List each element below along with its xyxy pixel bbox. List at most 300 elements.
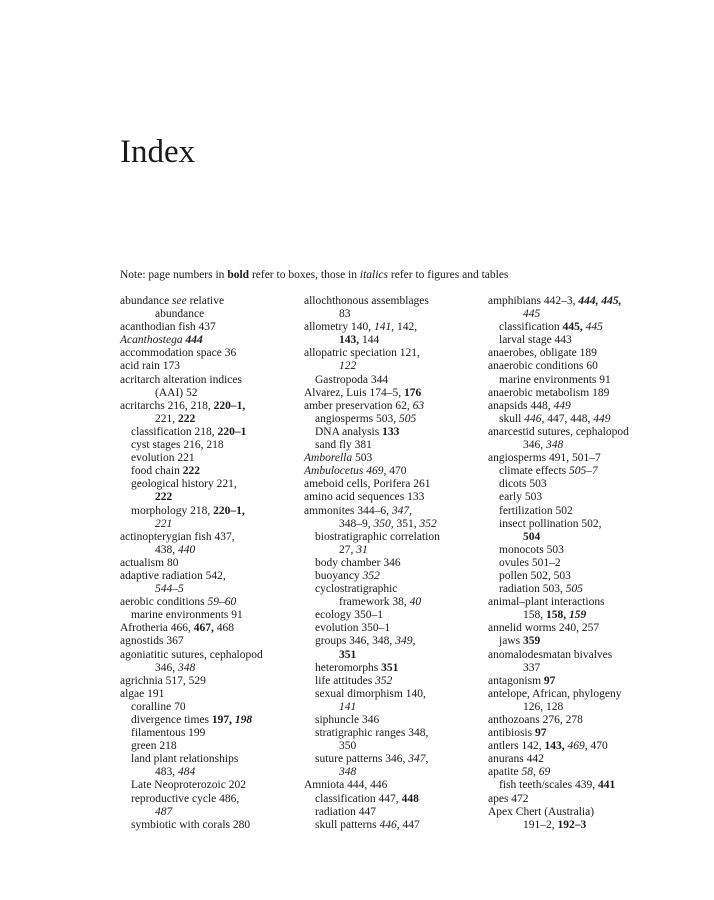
index-entry — [304, 465, 476, 478]
text-segment: 348–9, — [339, 517, 374, 530]
index-continuation — [488, 609, 674, 622]
text-segment: 440 — [178, 543, 196, 556]
text-segment: animal–plant interactions — [488, 596, 605, 609]
text-segment: allometry 140, — [304, 321, 374, 334]
text-segment: 191–2, — [523, 818, 558, 831]
text-segment: skull patterns — [315, 818, 380, 831]
index-subentry — [488, 465, 674, 478]
text-segment: 467, — [193, 622, 214, 635]
index-continuation — [488, 662, 674, 675]
text-segment: 143, — [339, 334, 360, 347]
text-segment: 351 — [339, 648, 357, 661]
index-continuation — [488, 439, 674, 452]
text-segment: body chamber 346 — [315, 556, 401, 569]
index-entry — [304, 321, 476, 334]
text-segment: antelope, African, phylogeny — [488, 687, 622, 700]
page-title: Index — [120, 134, 196, 170]
index-entry — [120, 622, 292, 635]
text-segment: 351 — [381, 661, 399, 674]
index-column-1 — [120, 295, 292, 832]
text-segment: fertilization 502 — [499, 504, 573, 517]
text-segment: antibiosis — [488, 727, 535, 740]
text-segment: agnostids 367 — [120, 635, 184, 648]
index-entry — [120, 635, 292, 648]
text-segment: apes 472 — [488, 792, 529, 805]
text-segment: anaerobic metabolism 189 — [488, 386, 610, 399]
index-entry — [304, 387, 476, 400]
text-segment: coralline 70 — [131, 700, 186, 713]
text-segment: 141 — [339, 700, 357, 713]
text-segment: 350, — [373, 517, 394, 530]
index-continuation — [304, 649, 476, 662]
text-segment: food chain — [131, 465, 183, 478]
text-segment: Ambulocetus — [304, 465, 364, 478]
index-subentry — [120, 819, 292, 832]
index-subentry — [304, 531, 476, 544]
text-segment: 159 — [569, 609, 587, 622]
index-entry — [304, 491, 476, 504]
text-segment: Acanthostega — [120, 334, 183, 347]
text-segment: 158, — [546, 609, 567, 622]
text-segment: adaptive radiation 542, — [120, 569, 226, 582]
index-column-2 — [304, 295, 476, 832]
index-entry — [120, 675, 292, 688]
text-segment: apatite — [488, 766, 522, 779]
text-segment: amber preservation 62, — [304, 399, 413, 412]
text-segment: sexual dimorphism 140, — [315, 687, 426, 700]
text-segment: monocots 503 — [499, 543, 564, 556]
text-segment: divergence times — [131, 714, 212, 726]
index-entry — [120, 649, 292, 662]
index-continuation — [120, 544, 292, 557]
index-subentry — [120, 478, 292, 491]
index-subentry — [304, 806, 476, 819]
text-segment: 468 — [213, 622, 235, 635]
index-entry — [120, 360, 292, 373]
text-segment: ameboid cells, Porifera 261 — [304, 478, 431, 491]
text-segment: 445, — [562, 321, 583, 334]
index-continuation — [120, 806, 292, 819]
text-segment: 544–5 — [155, 583, 184, 596]
text-segment: 126, 128 — [523, 700, 564, 713]
index-entry — [304, 400, 476, 413]
text-segment: amino acid sequences 133 — [304, 491, 425, 504]
text-segment: morphology 218, — [131, 504, 214, 517]
index-continuation — [304, 701, 476, 714]
text-segment: 445 — [585, 321, 603, 334]
index-entry — [120, 374, 292, 387]
text-segment: 469, — [567, 740, 588, 753]
index-subentry — [120, 793, 292, 806]
index-subentry — [304, 426, 476, 439]
index-subentry — [304, 374, 476, 387]
index-entry — [488, 714, 674, 727]
text-segment: 197, — [211, 714, 233, 726]
index-subentry — [304, 413, 476, 426]
text-segment: 348 — [339, 766, 357, 779]
text-segment: reproductive cycle 486, — [131, 792, 240, 805]
text-segment: 141, — [373, 321, 395, 334]
text-segment: accommodation space 36 — [120, 347, 237, 360]
text-segment: 133 — [382, 425, 400, 438]
index-subentry — [304, 688, 476, 701]
text-segment: agrichnia 517, 529 — [120, 674, 206, 687]
index-entry — [120, 531, 292, 544]
text-segment: anaerobic conditions 60 — [488, 360, 598, 373]
text-segment: 27, — [339, 543, 357, 556]
text-segment: 469, — [366, 465, 387, 478]
text-segment: 97 — [543, 674, 556, 687]
index-entry — [488, 347, 674, 360]
text-segment: sand fly 381 — [315, 439, 372, 452]
index-entry — [488, 295, 674, 308]
text-segment: aerobic conditions — [120, 596, 208, 609]
text-segment: 352 — [362, 569, 380, 582]
index-entry — [488, 622, 674, 635]
index-subentry — [304, 583, 476, 596]
index-continuation — [304, 308, 476, 321]
text-segment: abundance — [155, 308, 205, 321]
index-subentry — [120, 740, 292, 753]
text-segment: acanthodian fish 437 — [120, 321, 216, 334]
text-segment: 347, — [391, 504, 412, 517]
text-segment: 484 — [178, 766, 196, 779]
text-segment: 352 — [419, 517, 437, 530]
index-subentry — [304, 439, 476, 452]
text-segment: anomalodesmatan bivalves — [488, 648, 613, 661]
text-segment: 144 — [359, 334, 380, 347]
text-segment: 198 — [234, 714, 253, 726]
text-segment: 192–3 — [557, 818, 587, 831]
text-segment: 487 — [155, 805, 173, 818]
index-entry — [120, 400, 292, 413]
index-subentry — [488, 505, 674, 518]
text-segment: suture patterns 346, — [315, 753, 409, 766]
text-segment: classification 218, — [131, 425, 218, 438]
index-subentry — [120, 714, 292, 727]
text-segment: abundance — [120, 295, 173, 307]
text-segment: life attitudes — [315, 674, 376, 687]
index-subentry — [120, 753, 292, 766]
index-subentry — [120, 452, 292, 465]
index-subentry — [120, 701, 292, 714]
text-segment: 349, — [395, 635, 416, 648]
text-segment: land plant relationships — [131, 753, 239, 766]
index-subentry — [304, 609, 476, 622]
text-segment: 505 — [399, 412, 417, 425]
text-segment: 351, — [393, 517, 420, 530]
text-segment: italics — [359, 269, 389, 281]
index-subentry — [488, 779, 674, 792]
text-segment: 176 — [403, 386, 422, 399]
index-note — [120, 268, 508, 282]
text-segment: 448 — [401, 792, 419, 805]
text-segment: 447, 448, — [544, 412, 594, 425]
text-segment: 346, — [523, 439, 546, 452]
index-subentry — [120, 505, 292, 518]
text-segment: DNA analysis — [315, 425, 383, 438]
text-segment: annelid worms 240, 257 — [488, 622, 600, 635]
index-subentry — [488, 334, 674, 347]
index-subentry — [120, 779, 292, 792]
text-segment: Note: page numbers in — [120, 269, 228, 281]
index-continuation — [120, 662, 292, 675]
text-segment: heteromorphs — [315, 661, 382, 674]
index-continuation — [120, 308, 292, 321]
index-column-3 — [488, 295, 674, 832]
text-segment: jaws — [499, 635, 523, 648]
text-segment: geological history 221, — [131, 478, 237, 491]
text-segment: stratigraphic ranges 348, — [315, 727, 429, 740]
text-segment: 83 — [339, 308, 351, 321]
index-entry — [488, 766, 674, 779]
text-segment: 348 — [546, 439, 564, 452]
index-subentry — [488, 557, 674, 570]
index-subentry — [120, 426, 292, 439]
text-segment: anapsids 448, — [488, 399, 554, 412]
text-segment: early 503 — [499, 491, 543, 504]
index-continuation — [304, 766, 476, 779]
text-segment: 359 — [522, 635, 541, 648]
index-continuation — [488, 308, 674, 321]
index-subentry — [488, 478, 674, 491]
text-segment: agoniatitic sutures, cephalopod — [120, 648, 263, 661]
text-segment: 483, — [155, 766, 178, 779]
text-segment: allopatric speciation 121, — [304, 347, 420, 360]
text-segment: evolution 221 — [131, 452, 195, 465]
text-segment: 222 — [178, 412, 196, 425]
index-subentry — [488, 413, 674, 426]
index-continuation — [304, 596, 476, 609]
text-segment: Apex Chert (Australia) — [488, 805, 595, 818]
index-subentry — [304, 793, 476, 806]
text-segment: 444, 445, — [578, 295, 622, 307]
text-segment: ovules 501–2 — [499, 556, 561, 569]
index-continuation — [488, 701, 674, 714]
text-segment: Afrotheria 466, — [120, 622, 194, 635]
text-segment: relative — [186, 295, 225, 307]
text-segment: 220–1, — [213, 399, 246, 412]
index-entry — [304, 347, 476, 360]
index-subentry — [304, 714, 476, 727]
text-segment: bold — [227, 269, 250, 281]
text-segment: green 218 — [131, 740, 177, 753]
index-entry — [488, 387, 674, 400]
index-continuation — [488, 819, 674, 832]
index-entry — [488, 740, 674, 753]
index-subentry — [304, 662, 476, 675]
text-segment: 143, — [544, 740, 565, 753]
text-segment: 222 — [182, 465, 200, 478]
text-segment: 447 — [399, 818, 420, 831]
index-subentry — [488, 491, 674, 504]
index-entry — [120, 295, 292, 308]
text-segment: radiation 503, — [499, 583, 566, 596]
text-segment: 220–1 — [217, 425, 247, 438]
text-segment: 441 — [598, 779, 616, 792]
text-segment: symbiotic with corals 280 — [131, 818, 251, 831]
text-segment: siphuncle 346 — [315, 714, 380, 726]
text-segment: 40 — [409, 596, 422, 609]
text-segment: see — [172, 295, 187, 307]
text-segment: angiosperms 503, — [315, 412, 400, 425]
text-segment: classification 447, — [315, 792, 402, 805]
index-entry — [120, 596, 292, 609]
text-segment: 63 — [412, 399, 425, 412]
index-entry — [488, 806, 674, 819]
index-subentry — [488, 570, 674, 583]
text-segment: skull — [499, 412, 525, 425]
text-segment: marine environments 91 — [131, 609, 243, 622]
text-segment: Alvarez, Luis 174–5, — [304, 386, 404, 399]
index-continuation — [120, 387, 292, 400]
text-segment: actualism 80 — [120, 556, 179, 569]
index-entry — [120, 347, 292, 360]
text-segment: evolution 350–1 — [315, 622, 391, 635]
text-segment: 31 — [356, 543, 368, 556]
index-entry — [488, 688, 674, 701]
index-subentry — [304, 570, 476, 583]
text-segment: 446, — [379, 818, 400, 831]
index-continuation — [488, 531, 674, 544]
text-segment: 350 — [339, 740, 357, 753]
text-segment: algae 191 — [120, 687, 165, 700]
text-segment: 347, — [408, 753, 429, 766]
index-subentry — [120, 727, 292, 740]
text-segment: 470 — [386, 465, 407, 478]
text-segment: 505–7 — [569, 465, 598, 478]
text-segment: anarcestid sutures, cephalopod — [488, 425, 629, 438]
text-segment: 505 — [565, 583, 583, 596]
text-segment: 59–60 — [207, 596, 237, 609]
text-segment: 220–1, — [213, 504, 245, 517]
index-continuation — [120, 491, 292, 504]
text-segment: filamentous 199 — [131, 727, 206, 740]
index-subentry — [304, 557, 476, 570]
index-continuation — [304, 518, 476, 531]
index-entry — [488, 426, 674, 439]
text-segment: allochthonous assemblages — [304, 295, 429, 307]
text-segment: Gastropoda 344 — [315, 373, 389, 386]
text-segment: biostratigraphic correlation — [315, 530, 440, 543]
text-segment: cyst stages 216, 218 — [131, 439, 224, 452]
index-entry — [488, 649, 674, 662]
text-segment: dicots 503 — [499, 478, 547, 491]
index-entry — [304, 295, 476, 308]
index-continuation — [120, 766, 292, 779]
text-segment: 445 — [523, 308, 541, 321]
index-continuation — [304, 740, 476, 753]
text-segment: framework 38, — [339, 596, 410, 609]
text-segment: 504 — [523, 530, 541, 543]
index-subentry — [304, 622, 476, 635]
text-segment: 438, — [155, 543, 178, 556]
index-subentry — [488, 544, 674, 557]
text-segment: refer to figures and tables — [388, 269, 509, 281]
text-segment: ecology 350–1 — [315, 609, 384, 622]
text-segment: 221 — [155, 517, 173, 530]
text-segment: amphibians 442–3, — [488, 295, 579, 307]
index-continuation — [120, 518, 292, 531]
index-continuation — [304, 544, 476, 557]
text-segment: radiation 447 — [315, 805, 376, 818]
text-segment: 348 — [178, 661, 196, 674]
index-subentry — [488, 321, 674, 334]
text-segment: 470 — [587, 740, 608, 753]
text-segment: pollen 502, 503 — [499, 569, 571, 582]
index-entry — [488, 360, 674, 373]
text-segment: acritarchs 216, 218, — [120, 399, 214, 412]
text-segment: 222 — [155, 491, 173, 504]
text-segment: 58, 69 — [521, 766, 551, 779]
index-subentry — [120, 439, 292, 452]
index-continuation — [120, 583, 292, 596]
text-segment: cyclostratigraphic — [315, 583, 398, 596]
text-segment: acritarch alteration indices — [120, 373, 242, 386]
index-subentry — [120, 609, 292, 622]
text-segment: 337 — [523, 661, 541, 674]
text-segment: buoyancy — [315, 569, 363, 582]
text-segment: insect pollination 502, — [499, 517, 602, 530]
text-segment: 352 — [375, 674, 393, 687]
text-segment: fish teeth/scales 439, — [499, 779, 599, 792]
text-segment: marine environments 91 — [499, 373, 611, 386]
index-subentry — [120, 465, 292, 478]
text-segment: 449 — [593, 412, 611, 425]
index-entry — [488, 400, 674, 413]
index-continuation — [304, 334, 476, 347]
text-segment: 503 — [352, 452, 373, 465]
text-segment: 97 — [534, 727, 547, 740]
text-segment: 444 — [185, 334, 203, 347]
index-entry — [488, 793, 674, 806]
index-subentry — [488, 374, 674, 387]
text-segment: Late Neoproterozoic 202 — [131, 779, 246, 792]
text-segment: anurans 442 — [488, 753, 544, 766]
text-segment: antagonism — [488, 674, 544, 687]
index-entry — [120, 334, 292, 347]
index-subentry — [304, 727, 476, 740]
index-subentry — [488, 583, 674, 596]
index-entry — [304, 505, 476, 518]
text-segment: anaerobes, obligate 189 — [488, 347, 597, 360]
text-segment: 158, — [523, 609, 546, 622]
index-entry — [304, 452, 476, 465]
text-segment: 346, — [155, 661, 178, 674]
index-subentry — [488, 635, 674, 648]
index-entry — [488, 753, 674, 766]
text-segment: 221, — [155, 412, 178, 425]
text-segment: anthozoans 276, 278 — [488, 714, 583, 726]
index-entry — [488, 452, 674, 465]
text-segment: groups 346, 348, — [315, 635, 396, 648]
text-segment: classification — [499, 321, 563, 334]
index-subentry — [304, 819, 476, 832]
index-entry — [488, 675, 674, 688]
index-entry — [120, 570, 292, 583]
text-segment: Amniota 444, 446 — [304, 779, 388, 792]
index-entry — [304, 779, 476, 792]
index-entry — [488, 596, 674, 609]
index-subentry — [304, 753, 476, 766]
index-subentry — [304, 635, 476, 648]
text-segment: actinopterygian fish 437, — [120, 530, 235, 543]
index-continuation — [304, 360, 476, 373]
text-segment: angiosperms 491, 501–7 — [488, 452, 601, 465]
text-segment: climate effects — [499, 465, 570, 478]
index-entry — [304, 478, 476, 491]
text-segment: antlers 142, — [488, 740, 545, 753]
